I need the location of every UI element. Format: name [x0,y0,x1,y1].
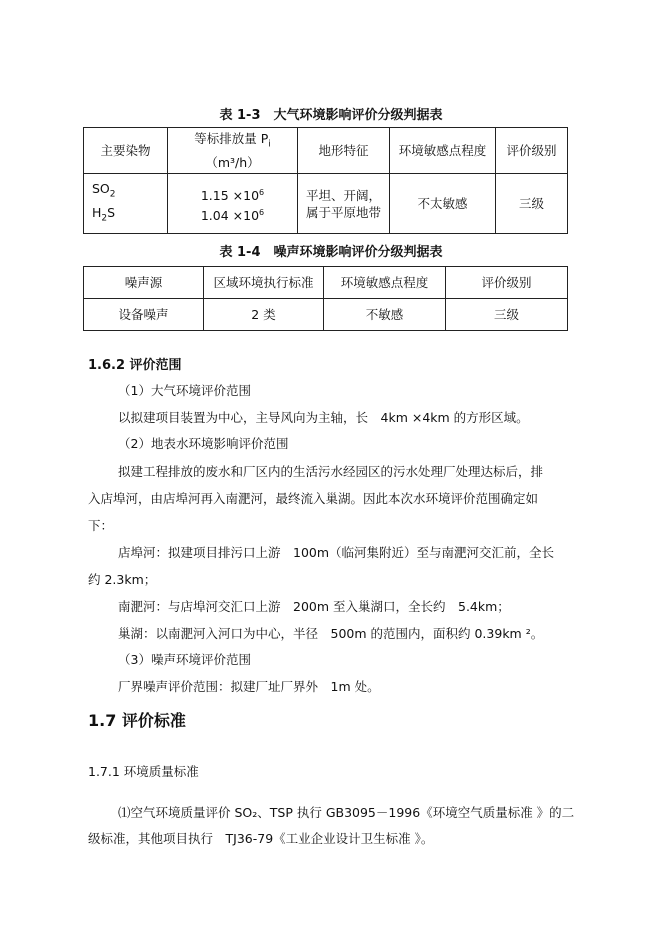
rate-h2s: $1.04 \times 10^6$ [200,207,265,223]
table2-header-source: 噪声源 [84,267,204,299]
table2-header-grade: 评价级别 [446,267,568,299]
table2-cell-source: 设备噪声 [84,299,204,331]
chaohu-line: 巢湖：以南淝河入河口为中心，半径 500m 的范围内，面积约 0.39km ²。 [118,626,544,641]
table1 [83,127,568,234]
nanfei-line: 南淝河：与店埠河交汇口上游 200m 至入巢湖口，全长约 5.4km； [118,599,510,614]
so2-label: $SO_2$ [92,181,116,200]
rate-so2: $1.15 \times 10^6$ [200,187,265,203]
table1-cell-terrain: 平坦、开阔， 属于平原地带 [298,174,390,234]
water-range-line1: 拟建工程排放的废水和厂区内的生活污水经园区的污水处理厂处理达标后，排 [118,464,544,479]
noise-range-title: （3）噪声环境评价范围 [118,652,251,667]
table2-header-sensitivity: 环境敏感点程度 [324,267,446,299]
table1-cell-sensitivity: 不太敏感 [390,174,496,234]
table1-header-sensitivity: 环境敏感点程度 [390,128,496,174]
table1-header-rate [168,128,298,174]
air-range-text: 以拟建项目装置为中心，主导风向为主轴，长 4km ×4km 的方形区域。 [118,410,529,425]
table2-header-row [84,267,568,299]
air-range-title: （1）大气环境评价范围 [118,383,251,398]
table2-header-standard: 区域环境执行标准 [204,267,324,299]
section-17-title: 1.7 评价标准 [88,711,186,730]
h2s-label: $H_2S$ [92,204,116,223]
table2 [83,266,568,331]
noise-range-text: 厂界噪声评价范围：拟建厂址厂界外 1m 处。 [118,679,380,694]
standard-para-line1: ⑴空气环境质量评价 SO₂、TSP 执行 GB3095－1996《环境空气质量标准 》的二 [118,805,575,820]
table1-header-grade: 评价级别 [496,128,568,174]
table2-data-row [84,299,568,331]
table1-cell-pollutants [84,174,168,234]
water-range-line2: 入店埠河，由店埠河再入南淝河，最终流入巢湖。因此本次水环境评价范围确定如 [88,491,539,506]
dianbu-line2: 约 2.3km； [88,572,157,587]
table2-cell-sensitivity: 不敏感 [324,299,446,331]
section-162-title: 1.6.2 评价范围 [88,358,182,373]
table2-cell-standard: 2 类 [204,299,324,331]
table1-cell-grade: 三级 [496,174,568,234]
table2-caption: 表 1-4 噪声环境影响评价分级判据表 [219,245,443,260]
dianbu-line1: 店埠河：拟建项目排污口上游 100m（临河集附近）至与南淝河交汇前，全长 [118,545,555,560]
table2-cell-grade: 三级 [446,299,568,331]
table1-header-terrain: 地形特征 [298,128,390,174]
section-171-title: 1.7.1 环境质量标准 [88,764,199,779]
table1-header-row [84,128,568,174]
table1-header-pollutant: 主要染物 [84,128,168,174]
table1-data-row [84,174,568,234]
rate-unit: （m³/h） [205,154,260,170]
rate-label-sub: i [268,139,271,150]
rate-label: 等标排放量 P [194,131,269,147]
table1-caption: 表 1-3 大气环境影响评价分级判据表 [219,108,443,123]
water-range-line3: 下： [88,518,114,533]
standard-para-line2: 级标准，其他项目执行 TJ36-79《工业企业设计卫生标准 》。 [88,831,434,846]
table1-cell-rates [168,174,298,234]
water-range-title: （2）地表水环境影响评价范围 [118,436,289,451]
